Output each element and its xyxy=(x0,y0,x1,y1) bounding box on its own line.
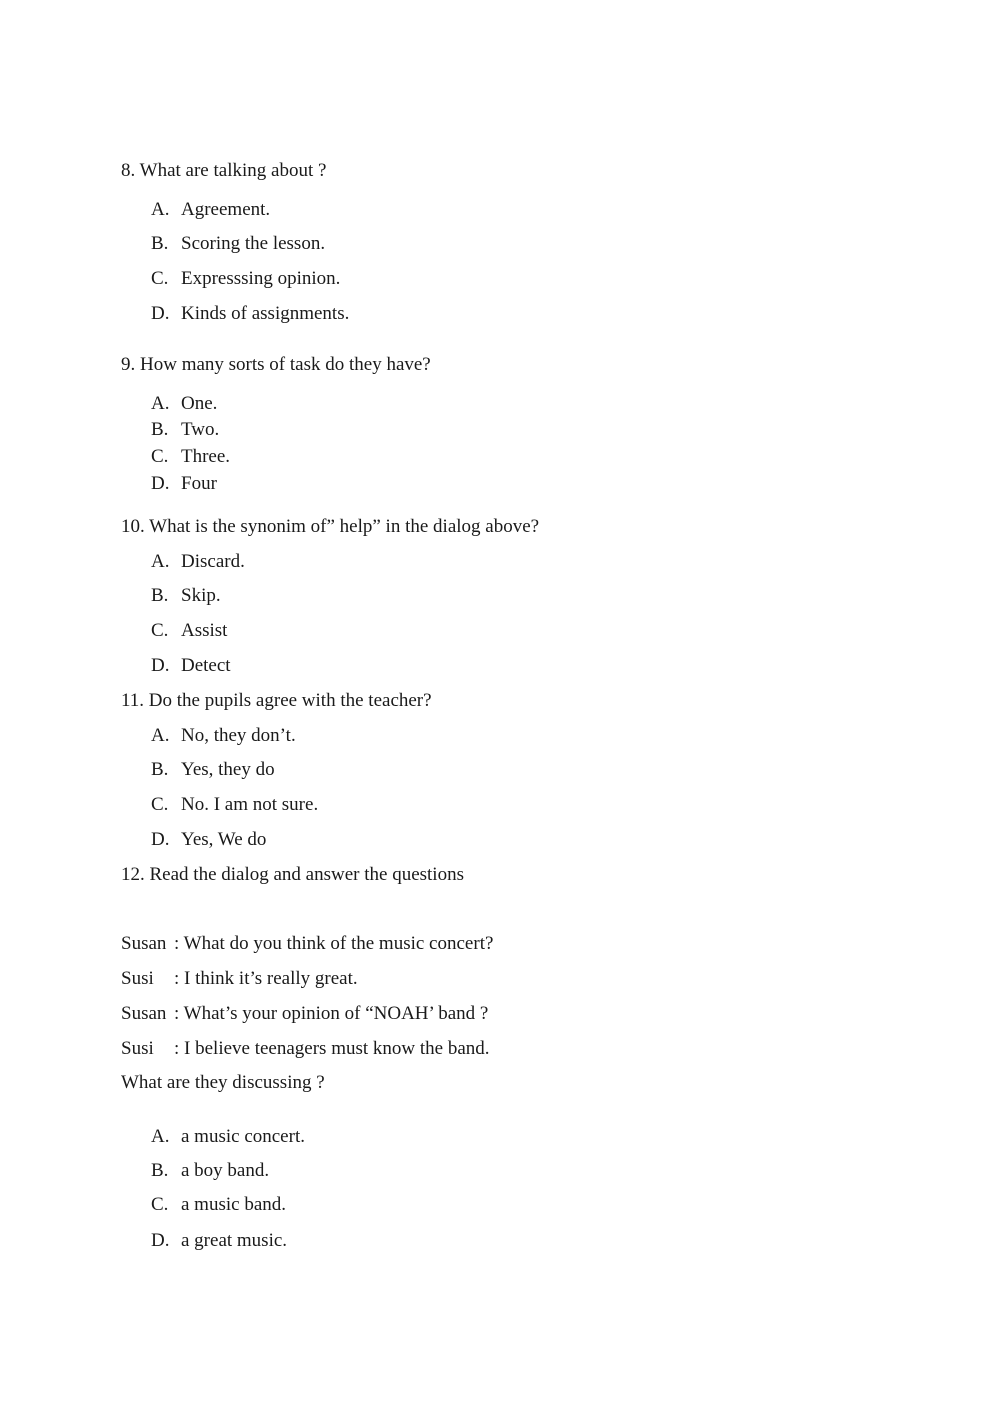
option-8c: C. Expresssing opinion. xyxy=(151,268,341,289)
option-11c: C. No. I am not sure. xyxy=(151,794,319,815)
option-11a: A. No, they don’t. xyxy=(151,725,296,746)
option-8b: B. Scoring the lesson. xyxy=(151,233,326,254)
option-8d: D. Kinds of assignments. xyxy=(151,303,350,324)
question-9: 9. How many sorts of task do they have? xyxy=(121,354,431,375)
question-12: 12. Read the dialog and answer the questions xyxy=(121,864,464,885)
option-9b: B. Two. xyxy=(151,419,220,440)
question-10: 10. What is the synonim of” help” in the dialog above? xyxy=(121,516,540,537)
option-11b: B. Yes, they do xyxy=(151,759,275,780)
option-9c: C. Three. xyxy=(151,446,231,467)
dialog-line-3: Susan : What’s your opinion of “NOAH’ band ? xyxy=(121,1003,489,1024)
option-12c: C. a music band. xyxy=(151,1194,287,1215)
question-11: 11. Do the pupils agree with the teacher? xyxy=(121,690,432,711)
option-9a: A. One. xyxy=(151,393,218,414)
option-12b: B. a boy band. xyxy=(151,1160,270,1181)
dialog-line-4: Susi : I believe teenagers must know the band. xyxy=(121,1038,490,1059)
option-10a: A. Discard. xyxy=(151,551,245,572)
option-8a: A. Agreement. xyxy=(151,199,271,220)
option-9d: D. Four xyxy=(151,473,217,494)
option-10b: B. Skip. xyxy=(151,585,221,606)
option-10c: C. Assist xyxy=(151,620,228,641)
option-12a: A. a music concert. xyxy=(151,1126,305,1147)
option-10d: D. Detect xyxy=(151,655,231,676)
dialog-line-2: Susi : I think it’s really great. xyxy=(121,968,358,989)
option-11d: D. Yes, We do xyxy=(151,829,267,850)
dialog-question: What are they discussing ? xyxy=(121,1072,325,1093)
option-12d: D. a great music. xyxy=(151,1230,288,1251)
question-8: 8. What are talking about ? xyxy=(121,160,327,181)
dialog-line-1: Susan : What do you think of the music concert? xyxy=(121,933,494,954)
